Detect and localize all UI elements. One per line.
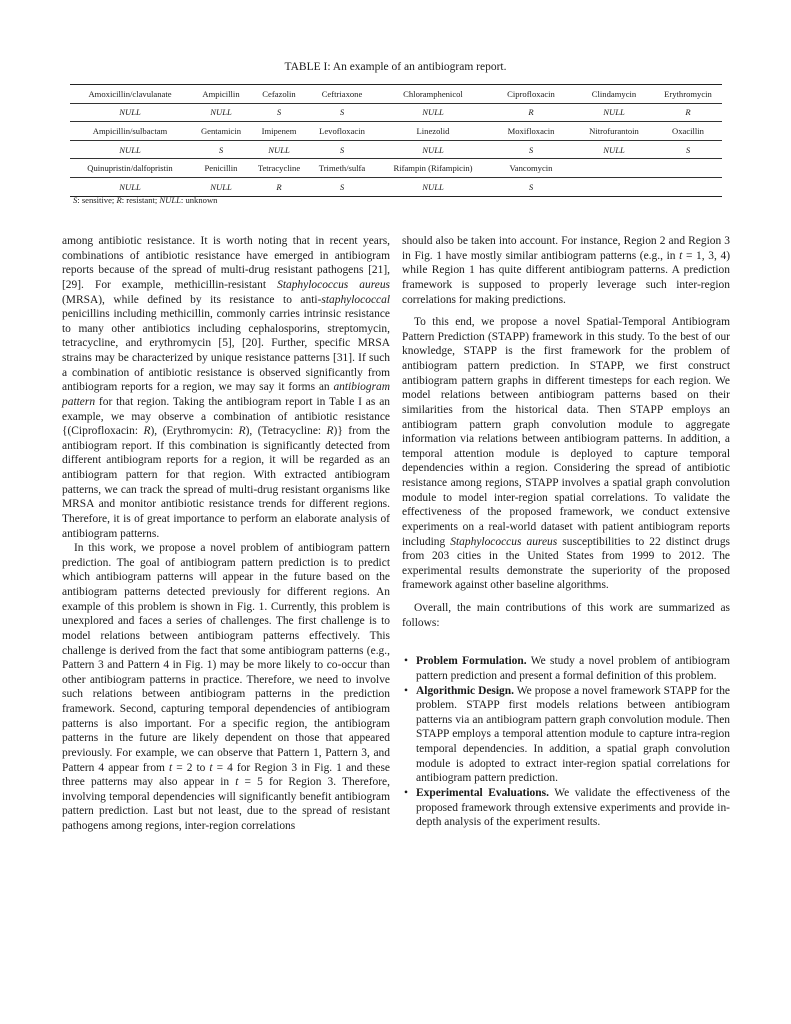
drug-name-cell: Vancomycin	[488, 159, 574, 178]
susceptibility-cell: S	[654, 140, 722, 159]
susceptibility-cell: NULL	[574, 103, 654, 122]
susceptibility-cell: NULL	[378, 140, 488, 159]
drug-name-cell: Erythromycin	[654, 85, 722, 104]
paragraph-text: In this work, we propose a novel problem of antibiogram pattern prediction. The goal of antibiogram pattern prediction is to predict which antibiogram patterns will appear in the future based on the antibiogram patterns detected previously for different regions. An example of this problem is shown in Fig. 1. Currently, this problem is unexplored and faces a series of challenges. The first challenge is to model relations between antibiogram patterns effectively. This challenge is derived from the fact that some antibiogram patterns (e.g., Pattern 3 and Pattern 4 in Fig. 1) may be more likely to co-occur than other antibiogram patterns in practice. Therefore, we need to involve such relations between antibiogram patterns in the prediction framework. Second, capturing temporal dependencies of antibiogram patterns is also important. For a specific region, the antibiogram patterns in the future are likely dependent on those that appeared previously. For example, we can observe that Pattern 1, Pattern 3, and Pattern 4 appear from	[62, 542, 390, 774]
italic-text: Staphylococcus aureus	[277, 278, 390, 291]
drug-name-cell: Rifampin (Rifampicin)	[378, 159, 488, 178]
italic-text: t	[209, 761, 213, 774]
susceptibility-cell: S	[488, 177, 574, 196]
italic-text: t	[235, 776, 239, 789]
paragraph-text: )} from the antibiogram report. If this combination is significantly detected from different antibiogram reports for a region, it will be regarded as an antibiogram pattern for that region. With extracted antibiogram patterns, we can track the spread of multi-drug resistant organisms like MRSA and monitor antibiotic resistance trends for different regions. Therefore, it is of great importance to perform an elaborate analysis of antibiogram patterns.	[62, 425, 390, 540]
drug-name-cell: Amoxicillin/clavulanate	[70, 85, 190, 104]
paragraph-text: ), (Tetracycline:	[245, 425, 327, 438]
contribution-item	[416, 786, 730, 830]
paragraph-text: Overall, the main contributions of this work are summarized as follows:	[402, 602, 730, 629]
italic-text: antibiogram pattern	[62, 381, 390, 408]
paragraph	[402, 315, 730, 593]
contribution-text: We validate the effectiveness of the proposed framework through extensive experiments and provide in-depth analysis of the experiment results.	[416, 786, 730, 829]
paragraph-text: = 5 for Region 3. Therefore, involving temporal dependencies will significantly benefit antibiogram pattern prediction. Last but not least, due to the spread of resistant pathogens among regions, inter-region correlations	[62, 776, 390, 832]
table-header-row	[70, 122, 722, 141]
contribution-text: We study a novel problem of antibiogram pattern prediction and present a formal definition of this problem.	[416, 655, 730, 682]
contribution-item	[416, 654, 730, 683]
italic-text: Staphylococcus aureus	[450, 535, 558, 548]
drug-name-cell	[574, 159, 654, 178]
footnote-text: : unknown	[180, 195, 218, 205]
italic-text: t	[679, 249, 683, 262]
italic-text: t	[168, 761, 173, 774]
italic-text: R	[143, 425, 151, 438]
footnote-text: : resistant;	[121, 195, 160, 205]
table-value-row	[70, 177, 722, 196]
contribution-label: Experimental Evaluations.	[416, 786, 549, 799]
drug-name-cell: Imipenem	[252, 122, 306, 141]
paragraph-text: among antibiotic resistance. It is worth noting that in recent years, combinations of antibiotic resistance have emerged in antibiogram reports because of the spread of multi-drug resistant pathogens [21], [29]. For example, methicillin-resistant	[62, 235, 390, 291]
drug-name-cell: Moxifloxacin	[488, 122, 574, 141]
susceptibility-cell	[654, 177, 722, 196]
susceptibility-cell: NULL	[574, 140, 654, 159]
left-column	[62, 234, 390, 834]
table-header-row	[70, 85, 722, 104]
table-value-row	[70, 140, 722, 159]
drug-name-cell	[654, 159, 722, 178]
paragraph-text: susceptibilities to 22 distinct drugs from 203 cities in the United States from 1999 to 2012. The experimental results demonstrate the superiority of the proposed framework against other baseline algorithms.	[402, 535, 730, 592]
drug-name-cell: Penicillin	[190, 159, 252, 178]
drug-name-cell: Linezolid	[378, 122, 488, 141]
footnote-text: : sensitive;	[77, 195, 117, 205]
susceptibility-cell: NULL	[70, 103, 190, 122]
susceptibility-cell: S	[306, 140, 378, 159]
contributions-list	[402, 654, 730, 830]
susceptibility-cell: NULL	[70, 177, 190, 196]
susceptibility-cell: NULL	[190, 177, 252, 196]
paragraph-text: = 4 for Region 3 in Fig. 1 and these three patterns may also appear in	[62, 761, 390, 789]
susceptibility-cell: S	[306, 103, 378, 122]
italic-text: R	[326, 425, 334, 438]
footnote-text: R	[116, 195, 122, 205]
paragraph-text: penicillins including methicillin, commonly carries intrinsic resistance to many other antibiotics including cephalosporins, streptomycin, tetracycline, and erythromycin [5], [20]. Further, specific MRSA strains may be characterized by unique resistance patterns [31]. If such a combination of antibiotic resistance is observed significantly from antibiogram reports for a region, we may say it forms an	[62, 308, 390, 394]
right-column	[402, 234, 730, 830]
paragraph	[62, 541, 390, 834]
footnote-text: NULL	[159, 195, 181, 205]
italic-text: staphylococcal	[321, 293, 390, 306]
drug-name-cell: Oxacillin	[654, 122, 722, 141]
table-header-row	[70, 159, 722, 178]
contribution-text: We propose a novel framework STAPP for the problem. STAPP first models relations between antibiogram patterns via an antibiogram pattern graph convolution module. Then STAPP employs a temporal attention module to capture intra-region temporal dependencies. In addition, a spatial graph convolution module is adopted to extract inter-region spatial correlations for antibiogram pattern prediction.	[416, 684, 730, 785]
contribution-label: Problem Formulation.	[416, 655, 527, 668]
paragraph	[402, 234, 730, 307]
paragraph-text: for that region. Taking the antibiogram report in Table I as an example, we may observe a combination of antibiotic resistance {(Ciprofloxacin:	[62, 395, 390, 438]
paragraph-text: ), (Erythromycin:	[150, 425, 239, 438]
drug-name-cell: Ampicillin/sulbactam	[70, 122, 190, 141]
susceptibility-cell: NULL	[70, 140, 190, 159]
drug-name-cell: Trimeth/sulfa	[306, 159, 378, 178]
paragraph-text: should also be taken into account. For instance, Region 2 and Region 3 in Fig. 1 have mostly similar antibiogram patterns (e.g., in	[402, 235, 730, 262]
susceptibility-cell: S	[306, 177, 378, 196]
paragraph-text: To this end, we propose a novel Spatial-Temporal Antibiogram Pattern Prediction (STAPP) framework in this study. To the best of our knowledge, STAPP is the first framework for the problem of antibiogram pattern prediction. In STAPP, we first construct antibiogram pattern graphs in different timesteps for each region. We model relations between antibiogram patterns based on their similarities from the historical data. Then STAPP employs an antibiogram pattern graph convolution module to aggregate information via relations between antibiogram patterns. In addition, a temporal attention module is deployed to capture temporal dependencies within a region. Considering the spread of antibiotic resistance among regions, STAPP involves a spatial graph convolution module to model inter-region spatial correlations. To validate the effectiveness of the proposed framework, we conduct extensive experiments on a real-world dataset with patient antibiogram reports including	[402, 316, 730, 548]
table-caption: TABLE I: An example of an antibiogram report.	[284, 61, 507, 73]
footnote-text: S	[73, 195, 78, 205]
table-value-row	[70, 103, 722, 122]
drug-name-cell: Nitrofurantoin	[574, 122, 654, 141]
contribution-label: Algorithmic Design.	[416, 684, 514, 697]
susceptibility-cell: S	[488, 140, 574, 159]
susceptibility-cell: NULL	[252, 140, 306, 159]
drug-name-cell: Ciprofloxacin	[488, 85, 574, 104]
paragraph	[402, 601, 730, 630]
paragraph-text: = 2 to	[172, 761, 210, 774]
susceptibility-cell: R	[252, 177, 306, 196]
drug-name-cell: Quinupristin/dalfopristin	[70, 159, 190, 178]
drug-name-cell: Gentamicin	[190, 122, 252, 141]
susceptibility-cell: NULL	[378, 177, 488, 196]
table-footnote	[73, 195, 217, 205]
drug-name-cell: Levofloxacin	[306, 122, 378, 141]
drug-name-cell: Clindamycin	[574, 85, 654, 104]
susceptibility-cell	[574, 177, 654, 196]
paragraph-text: = 1, 3, 4) while Region 1 has quite different antibiogram patterns. A prediction framework is supposed to properly leverage such inter-region correlations for making predictions.	[402, 249, 731, 306]
susceptibility-cell: R	[488, 103, 574, 122]
italic-text: R	[238, 425, 246, 438]
drug-name-cell: Ampicillin	[190, 85, 252, 104]
paragraph	[62, 234, 390, 541]
paragraph-text: (MRSA), while defined by its resistance to anti-	[62, 293, 322, 306]
susceptibility-cell: S	[252, 103, 306, 122]
drug-name-cell: Tetracycline	[252, 159, 306, 178]
antibiogram-table	[70, 84, 722, 197]
susceptibility-cell: NULL	[190, 103, 252, 122]
drug-name-cell: Ceftriaxone	[306, 85, 378, 104]
contribution-item	[416, 684, 730, 786]
susceptibility-cell: S	[190, 140, 252, 159]
drug-name-cell: Cefazolin	[252, 85, 306, 104]
susceptibility-cell: R	[654, 103, 722, 122]
susceptibility-cell: NULL	[378, 103, 488, 122]
drug-name-cell: Chloramphenicol	[378, 85, 488, 104]
